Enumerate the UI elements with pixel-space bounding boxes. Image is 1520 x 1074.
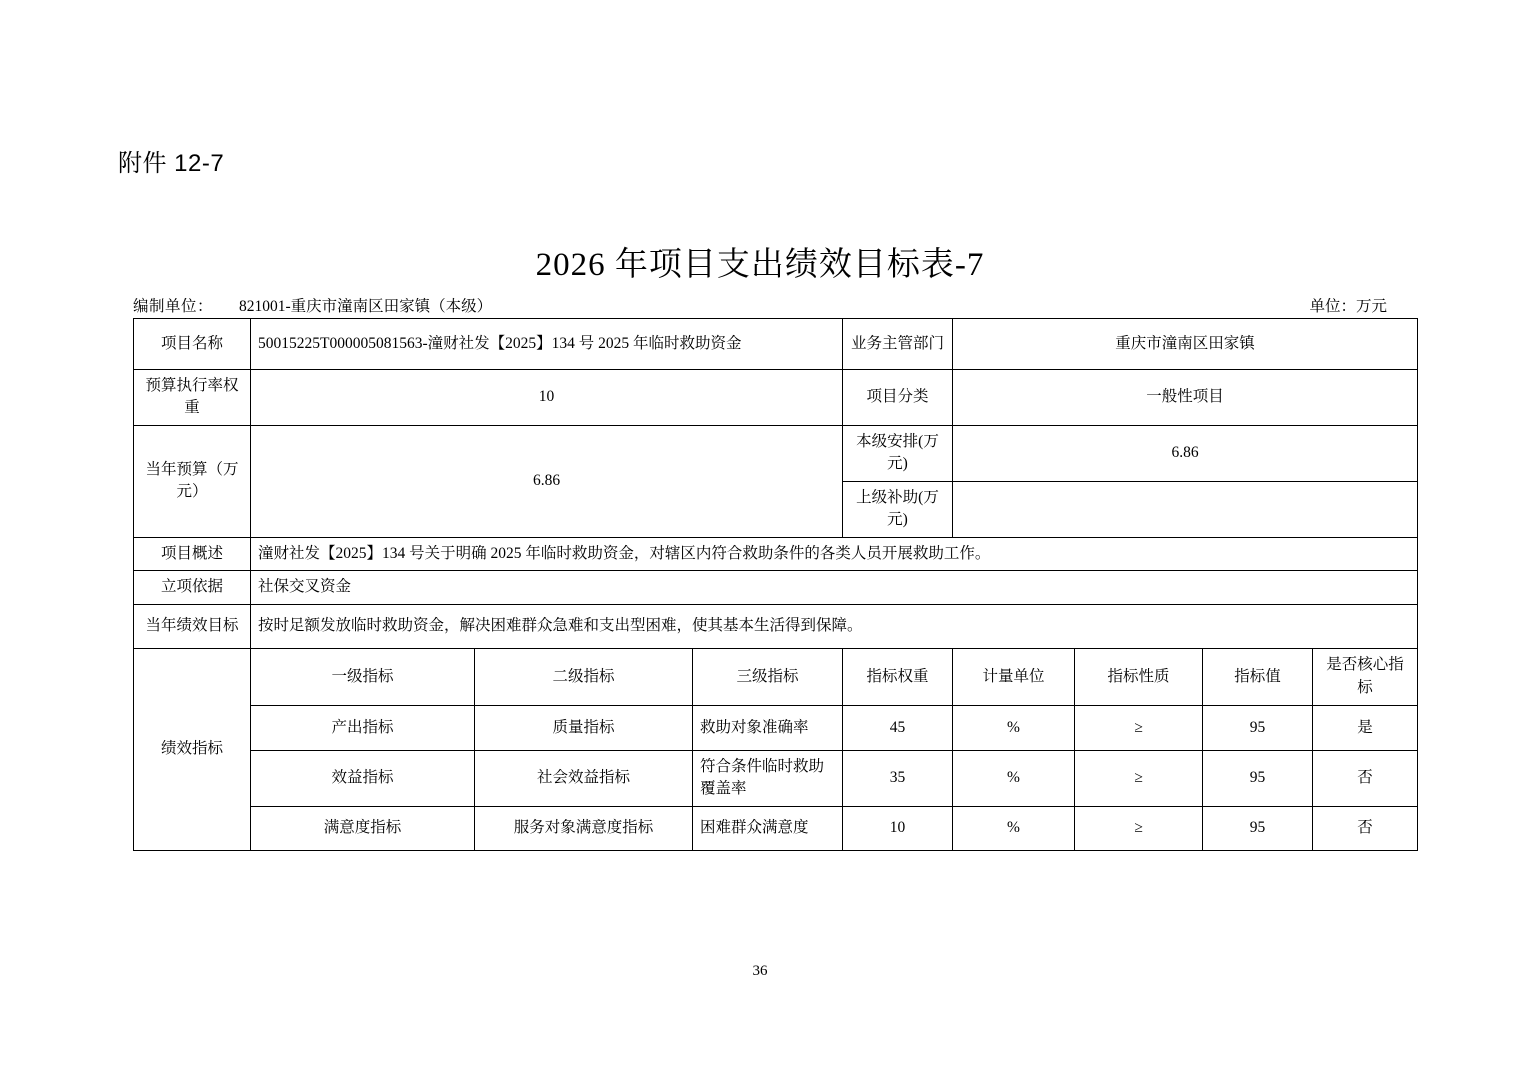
annual-goal-value: 按时足额发放临时救助资金，解决困难群众急难和支出型困难，使其基本生活得到保障。 <box>251 604 1418 648</box>
indicator-level1: 产出指标 <box>251 705 475 750</box>
budget-label: 当年预算（万元） <box>134 425 251 537</box>
indicator-level3: 符合条件临时救助覆盖率 <box>693 750 843 806</box>
indicator-header-core: 是否核心指标 <box>1313 648 1418 705</box>
indicator-value: 95 <box>1203 806 1313 850</box>
indicator-weight: 45 <box>843 705 953 750</box>
indicator-level3: 救助对象准确率 <box>693 705 843 750</box>
budget-value: 6.86 <box>251 425 843 537</box>
table-row <box>134 319 1418 370</box>
project-name-value: 50015225T000005081563-潼财社发【2025】134 号 2025 年临时救助资金 <box>251 319 843 370</box>
indicator-level2: 服务对象满意度指标 <box>475 806 693 850</box>
page-title: 2026 年项目支出绩效目标表-7 <box>535 247 985 283</box>
indicator-level3: 困难群众满意度 <box>693 806 843 850</box>
compile-unit <box>133 294 492 316</box>
indicator-weight: 35 <box>843 750 953 806</box>
category-label: 项目分类 <box>843 370 953 426</box>
exec-rate-value: 10 <box>251 370 843 426</box>
upper-subsidy-label: 上级补助(万元) <box>843 481 953 537</box>
table-row <box>134 370 1418 426</box>
indicator-unit: % <box>953 750 1075 806</box>
indicator-core: 是 <box>1313 705 1418 750</box>
table-row <box>134 705 1418 750</box>
page-number: 36 <box>752 963 768 979</box>
indicator-header-unit: 计量单位 <box>953 648 1075 705</box>
basis-label: 立项依据 <box>134 571 251 604</box>
table-row <box>134 750 1418 806</box>
project-name-label: 项目名称 <box>134 319 251 370</box>
local-arrange-value: 6.86 <box>953 425 1418 481</box>
indicator-nature: ≥ <box>1075 705 1203 750</box>
unit-note: 单位：万元 <box>1309 298 1387 315</box>
dept-value: 重庆市潼南区田家镇 <box>953 319 1418 370</box>
overview-label: 项目概述 <box>134 537 251 570</box>
indicator-header-nature: 指标性质 <box>1075 648 1203 705</box>
indicator-header-level1: 一级指标 <box>251 648 475 705</box>
indicator-nature: ≥ <box>1075 750 1203 806</box>
table-row <box>134 604 1418 648</box>
attachment-label: 附件 12-7 <box>118 150 225 177</box>
indicator-unit: % <box>953 806 1075 850</box>
indicator-nature: ≥ <box>1075 806 1203 850</box>
indicator-value: 95 <box>1203 705 1313 750</box>
indicator-header-weight: 指标权重 <box>843 648 953 705</box>
indicator-core: 否 <box>1313 806 1418 850</box>
exec-rate-label: 预算执行率权重 <box>134 370 251 426</box>
indicator-header-level2: 二级指标 <box>475 648 693 705</box>
compile-unit-label: 编制单位： <box>133 298 214 315</box>
category-value: 一般性项目 <box>953 370 1418 426</box>
overview-value: 潼财社发【2025】134 号关于明确 2025 年临时救助资金，对辖区内符合救助条件的各类人员开展救助工作。 <box>251 537 1418 570</box>
indicator-header-value: 指标值 <box>1203 648 1313 705</box>
indicator-unit: % <box>953 705 1075 750</box>
indicator-weight: 10 <box>843 806 953 850</box>
basis-value: 社保交叉资金 <box>251 571 1418 604</box>
indicator-header-level3: 三级指标 <box>693 648 843 705</box>
compile-unit-value: 821001-重庆市潼南区田家镇（本级） <box>239 298 493 315</box>
meta-row <box>133 294 1387 316</box>
indicator-header-row <box>134 648 1418 705</box>
performance-goal-table <box>133 318 1418 851</box>
table-row <box>134 425 1418 481</box>
table-row <box>134 571 1418 604</box>
local-arrange-label: 本级安排(万元) <box>843 425 953 481</box>
indicator-level2: 社会效益指标 <box>475 750 693 806</box>
indicator-level1: 满意度指标 <box>251 806 475 850</box>
indicators-label: 绩效指标 <box>134 648 251 850</box>
indicator-level2: 质量指标 <box>475 705 693 750</box>
table-row <box>134 537 1418 570</box>
indicator-value: 95 <box>1203 750 1313 806</box>
indicator-level1: 效益指标 <box>251 750 475 806</box>
indicator-core: 否 <box>1313 750 1418 806</box>
upper-subsidy-value <box>953 481 1418 537</box>
annual-goal-label: 当年绩效目标 <box>134 604 251 648</box>
table-row <box>134 806 1418 850</box>
dept-label: 业务主管部门 <box>843 319 953 370</box>
